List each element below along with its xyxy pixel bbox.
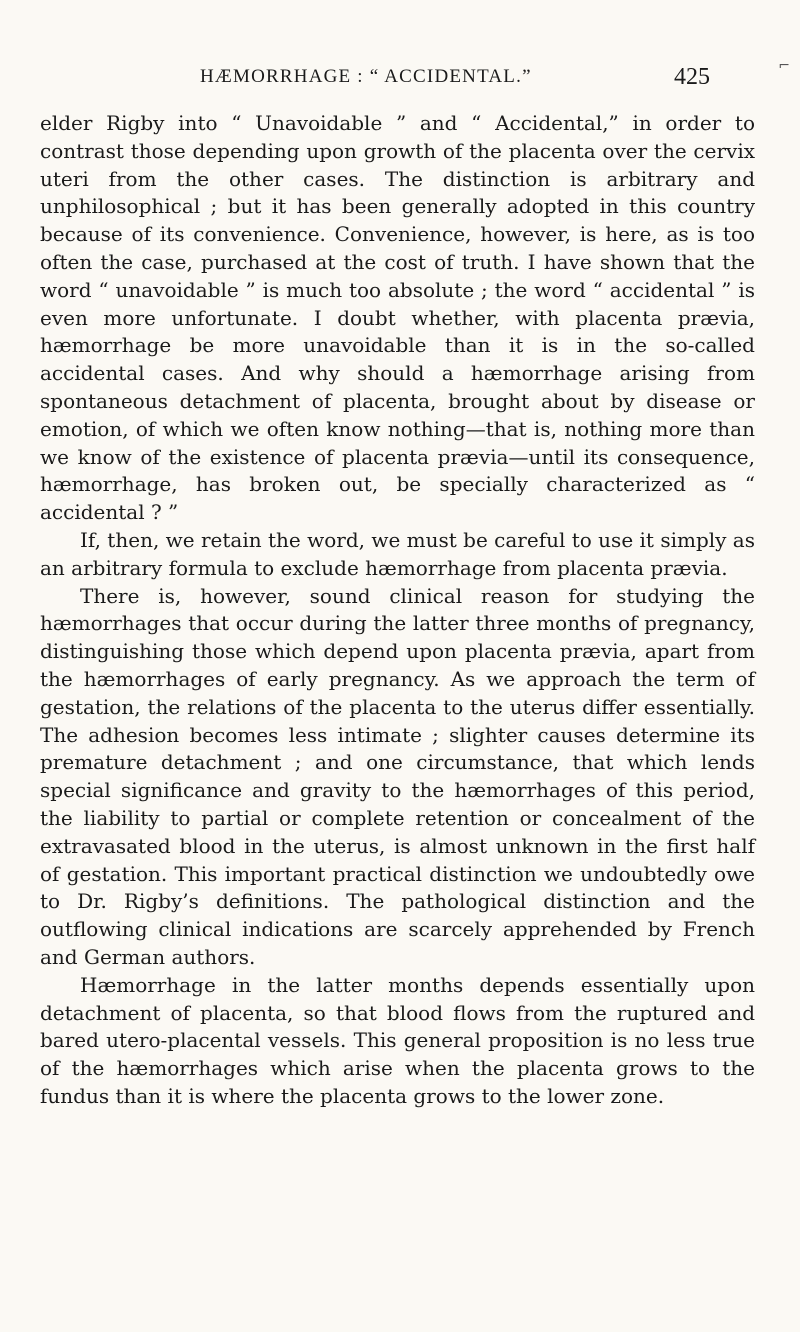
corner-mark: ⌐ [778, 58, 790, 74]
paragraph-continuation: elder Rigby into “ Unavoidable ” and “ Accidental,” in order to contrast those depending upon growth of the placenta over the cervix uteri from the other cases. The distinction is arbitrary and unphilosophical ; but it has been generally adopted in this country because of its convenience. Convenience, however, is here, as is too often the case, purchased at the cost of truth. I have shown that the word “ unavoidable ” is much too absolute ; the word “ accidental ” is even more unfortunate. I doubt whether, with placenta prævia, hæmorrhage be more unavoidable than it is in the so-called accidental cases. And why should a hæmorrhage arising from spontaneous detachment of placenta, brought about by disease or emotion, of which we often know nothing—that is, nothing more than we know of the existence of placenta prævia—until its consequence, hæmorrhage, has broken out, be specially characterized as “ accidental ? ” [40, 111, 755, 525]
page-number: 425 [674, 64, 710, 90]
paragraph: There is, however, sound clinical reason for studying the hæmorrhages that occur during the latter three months of pregnancy, distinguishing those which depend upon placenta prævia, apart from the hæmorrhages of early pregnancy. As we approach the term of gestation, the relations of the placenta to the uterus differ essentially. The adhesion becomes less intimate ; slighter causes determine its premature detachment ; and one circumstance, that which lends special significance and gravity to the hæmorrhages of this period, the liability to partial or complete retention or concealment of the extravasated blood in the uterus, is almost unknown in the first half of gestation. This important practical distinction we undoubtedly owe to Dr. Rigby’s definitions. The pathological distinction and the outflowing clinical indications are scarcely apprehended by French and German authors. [40, 583, 755, 969]
body-text [40, 110, 755, 1111]
paragraph: If, then, we retain the word, we must be careful to use it simply as an arbitrary formula to exclude hæmorrhage from placenta prævia. [40, 527, 755, 580]
running-title: HÆMORRHAGE : “ ACCIDENTAL.” [200, 66, 532, 87]
paragraph: Hæmorrhage in the latter months depends essentially upon detachment of placenta, so that blood flows from the ruptured and bared utero-placental vessels. This general proposition is no less true of the hæmorrhages which arise when the placenta grows to the fundus than it is where the placenta grows to the lower zone. [40, 972, 755, 1108]
running-head [200, 64, 710, 94]
